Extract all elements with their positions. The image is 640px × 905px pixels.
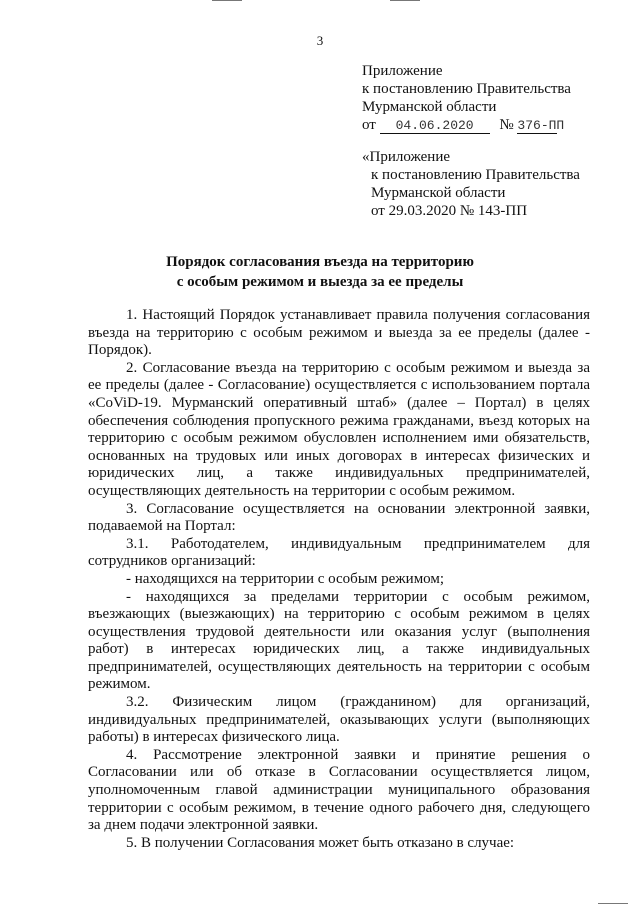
paragraph-3-1: 3.1. Работодателем, индивидуальным предпринимателем для сотрудников организаций: [88, 535, 590, 570]
original-appendix-line-3: Мурманской области [371, 185, 506, 201]
original-appendix-line-1: «Приложение [362, 149, 451, 165]
list-item-2: - находящихся за пределами территории с особым режимом, въезжающих (выезжающих) на территорию с особым режимом в целях осуществления трудовой деятельности или оказания услуг (выполнения работ) в интересах юридических лиц, а также индивидуальных предпринимателей, осуществляющих деятельность на территории с особым режимом. [88, 588, 590, 693]
scan-artifact-bottom-right [598, 903, 628, 904]
appendix-block [362, 62, 571, 134]
appendix-line-2: к постановлению Правительства [362, 81, 571, 97]
appendix-line-3: Мурманской области [362, 99, 497, 115]
original-appendix-line-4: от 29.03.2020 № 143-ПП [371, 203, 528, 219]
title-line-1: Порядок согласования въезда на территорию [166, 254, 474, 270]
document-title [0, 252, 640, 292]
appendix-date-line [362, 116, 571, 134]
appendix-line-1: Приложение [362, 63, 443, 79]
paragraph-3: 3. Согласование осуществляется на основании электронной заявки, подаваемой на Портал: [88, 500, 590, 535]
scan-artifact-top-right [390, 0, 420, 1]
title-line-2: с особым режимом и выезда за ее пределы [176, 274, 464, 290]
document-body [88, 307, 590, 852]
original-appendix-block [362, 148, 580, 220]
number-prefix: № [499, 117, 514, 133]
original-appendix-line-2: к постановлению Правительства [371, 167, 580, 183]
paragraph-5: 5. В получении Согласования может быть отказано в случае: [126, 834, 515, 851]
scan-artifact-top-left [212, 0, 242, 1]
number-field: 376-ПП [517, 118, 565, 133]
paragraph-4: 4. Рассмотрение электронной заявки и принятие решения о Согласовании или об отказе в Согласовании осуществляется лицом, уполномоченным главой администрации муниципального образования территории с особым режимом, в течение одного рабочего дня, следующего за днем подачи электронной заявки. [88, 746, 590, 834]
paragraph-3-2: 3.2. Физическим лицом (гражданином) для организаций, индивидуальных предпринимателей, оказывающих услуги (выполняющих работы) в интересах физического лица. [88, 694, 590, 746]
date-prefix: от [362, 117, 376, 133]
list-item-1: - находящихся на территории с особым режимом; [126, 570, 445, 587]
date-field: 04.06.2020 [380, 118, 490, 134]
paragraph-1: 1. Настоящий Порядок устанавливает правила получения согласования въезда на территорию с особым режимом и выезда за ее пределы (далее - Порядок). [88, 307, 590, 359]
page-number: 3 [316, 33, 324, 48]
paragraph-2: 2. Согласование въезда на территорию с особым режимом и выезда за ее пределы (далее - Согласование) осуществляется с использованием портала «CoViD-19. Мурманский оперативный штаб» (далее – Портал) в целях обеспечения соблюдения пропускного режима гражданами, въезд которых на территорию с особым режимом обусловлен исполнением ими обязательств, основанных на трудовых или иных договорах в интересах физических и юридических лиц, а также индивидуальных предпринимателей, осуществляющих деятельность на территории с особым режимом. [88, 359, 590, 499]
